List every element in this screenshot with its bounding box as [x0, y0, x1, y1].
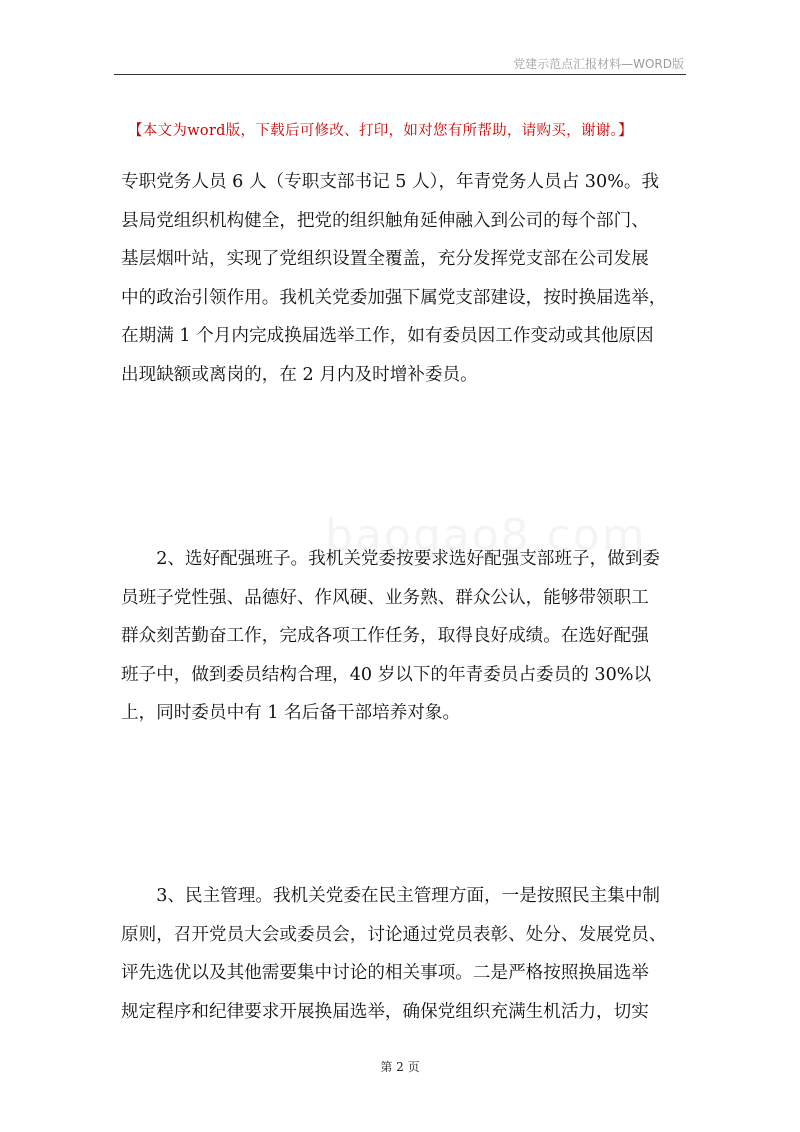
text-line: 群众刻苦勤奋工作，完成各项工作任务，取得良好成绩。在选好配强	[121, 626, 649, 646]
paragraph-3	[121, 877, 681, 1031]
text-line: 3、民主管理。我机关党委在民主管理方面，一是按照民主集中制	[121, 886, 661, 906]
text-line: 上，同时委员中有 1 名后备干部培养对象。	[121, 703, 461, 723]
text-line: 规定程序和纪律要求开展换届选举，确保党组织充满生机活力，切实	[121, 1001, 649, 1022]
paragraph-2	[121, 540, 681, 733]
paragraph-1	[121, 163, 681, 394]
text-line: 基层烟叶站，实现了党组织设置全覆盖，充分发挥党支部在公司发展	[121, 249, 649, 269]
document-header-title: 党建示范点汇报材料—WORD版	[513, 57, 684, 71]
text-line: 员班子党性强、品德好、作风硬、业务熟、群众公认，能够带领职工	[121, 587, 649, 608]
text-line: 出现缺额或离岗的，在 2 月内及时增补委员。	[121, 364, 478, 385]
text-line: 班子中，做到委员结构合理，40 岁以下的年青委员占委员的 30%以	[121, 664, 652, 685]
text-line: 中的政治引领作用。我机关党委加强下属党支部建设，按时换届选举，	[121, 287, 667, 308]
text-line: 县局党组织机构健全，把党的组织触角延伸融入到公司的每个部门、	[121, 210, 649, 231]
text-line: 专职党务人员 6 人（专职支部书记 5 人），年青党务人员占 30%。我	[121, 172, 660, 192]
text-line: 2、选好配强班子。我机关党委按要求选好配强支部班子，做到委	[121, 549, 661, 569]
text-line: 在期满 1 个月内完成换届选举工作，如有委员因工作变动或其他原因	[121, 326, 654, 346]
text-line: 原则，召开党员大会或委员会，讨论通过党员表彰、处分、发展党员、	[121, 924, 667, 945]
download-notice: 【本文为word版，下载后可修改、打印，如对您有所帮助，请购买，谢谢。】	[128, 123, 633, 139]
page-number: 第 2 页	[380, 1060, 420, 1074]
header-divider	[114, 74, 686, 75]
text-line: 评先选优以及其他需要集中讨论的相关事项。二是严格按照换届选举	[121, 963, 649, 983]
